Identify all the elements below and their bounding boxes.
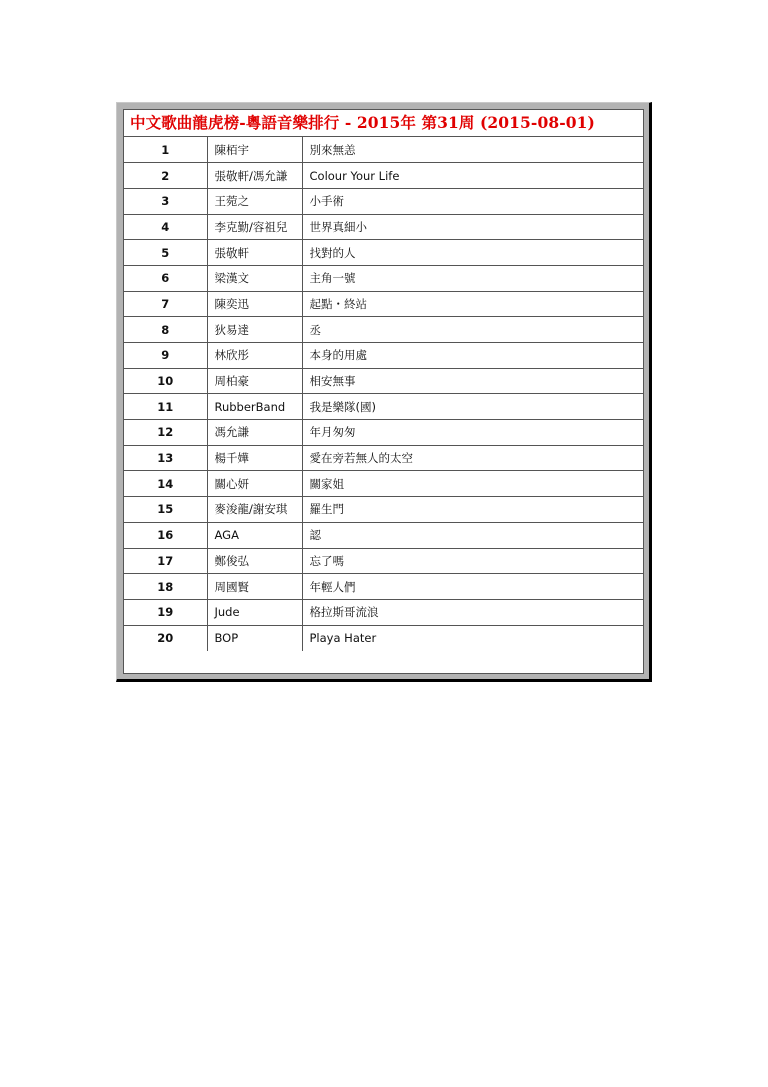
- table-row: [124, 188, 643, 214]
- table-row: [124, 137, 643, 163]
- artist-cell: RubberBand: [207, 394, 302, 420]
- rank-cell: 16: [124, 522, 207, 548]
- song-cell: 愛在旁若無人的太空: [302, 445, 643, 471]
- rank-cell: 18: [124, 574, 207, 600]
- table-row: [124, 445, 643, 471]
- artist-cell: 周柏豪: [207, 368, 302, 394]
- artist-cell: 張敬軒/馮允謙: [207, 163, 302, 189]
- chart-frame: [116, 102, 652, 682]
- rank-cell: 1: [124, 137, 207, 163]
- table-row: [124, 497, 643, 523]
- rank-cell: 17: [124, 548, 207, 574]
- table-row: [124, 548, 643, 574]
- artist-cell: Jude: [207, 599, 302, 625]
- song-cell: 找對的人: [302, 240, 643, 266]
- song-cell: 本身的用處: [302, 343, 643, 369]
- table-row: [124, 574, 643, 600]
- song-cell: 格拉斯哥流浪: [302, 599, 643, 625]
- rank-cell: 5: [124, 240, 207, 266]
- rank-cell: 8: [124, 317, 207, 343]
- artist-cell: 梁漢文: [207, 265, 302, 291]
- rank-cell: 13: [124, 445, 207, 471]
- table-row: [124, 265, 643, 291]
- table-row: [124, 343, 643, 369]
- song-cell: 認: [302, 522, 643, 548]
- artist-cell: BOP: [207, 625, 302, 651]
- table-row: [124, 522, 643, 548]
- artist-cell: 狄易達: [207, 317, 302, 343]
- rank-cell: 2: [124, 163, 207, 189]
- rank-cell: 3: [124, 188, 207, 214]
- artist-cell: AGA: [207, 522, 302, 548]
- song-cell: 世界真細小: [302, 214, 643, 240]
- song-cell: Colour Your Life: [302, 163, 643, 189]
- table-row: [124, 240, 643, 266]
- artist-cell: 陳栢宇: [207, 137, 302, 163]
- artist-cell: 關心妍: [207, 471, 302, 497]
- song-cell: 主角一號: [302, 265, 643, 291]
- rank-cell: 14: [124, 471, 207, 497]
- table-row: [124, 599, 643, 625]
- rank-cell: 20: [124, 625, 207, 651]
- song-cell: 丞: [302, 317, 643, 343]
- rank-cell: 4: [124, 214, 207, 240]
- artist-cell: 李克勤/容祖兒: [207, 214, 302, 240]
- table-row: [124, 368, 643, 394]
- song-cell: Playa Hater: [302, 625, 643, 651]
- ranking-table: [124, 137, 643, 651]
- song-cell: 忘了嗎: [302, 548, 643, 574]
- rank-cell: 12: [124, 420, 207, 446]
- song-cell: 起點・終站: [302, 291, 643, 317]
- song-cell: 年月匆匆: [302, 420, 643, 446]
- artist-cell: 鄭俊弘: [207, 548, 302, 574]
- artist-cell: 林欣彤: [207, 343, 302, 369]
- song-cell: 年輕人們: [302, 574, 643, 600]
- rank-cell: 10: [124, 368, 207, 394]
- chart-panel: [123, 109, 644, 674]
- artist-cell: 馮允謙: [207, 420, 302, 446]
- rank-cell: 7: [124, 291, 207, 317]
- rank-cell: 15: [124, 497, 207, 523]
- artist-cell: 周國賢: [207, 574, 302, 600]
- song-cell: 別來無恙: [302, 137, 643, 163]
- artist-cell: 麥浚龍/謝安琪: [207, 497, 302, 523]
- table-row: [124, 420, 643, 446]
- song-cell: 羅生門: [302, 497, 643, 523]
- rank-cell: 11: [124, 394, 207, 420]
- table-row: [124, 625, 643, 651]
- rank-cell: 9: [124, 343, 207, 369]
- chart-title: 中文歌曲龍虎榜-粵語音樂排行 - 2015年 第31周 (2015-08-01): [124, 110, 643, 137]
- table-row: [124, 214, 643, 240]
- table-row: [124, 163, 643, 189]
- rank-cell: 19: [124, 599, 207, 625]
- song-cell: 關家姐: [302, 471, 643, 497]
- artist-cell: 陳奕迅: [207, 291, 302, 317]
- artist-cell: 王菀之: [207, 188, 302, 214]
- song-cell: 我是樂隊(國): [302, 394, 643, 420]
- table-row: [124, 291, 643, 317]
- table-row: [124, 317, 643, 343]
- song-cell: 小手術: [302, 188, 643, 214]
- table-row: [124, 471, 643, 497]
- artist-cell: 張敬軒: [207, 240, 302, 266]
- song-cell: 相安無事: [302, 368, 643, 394]
- rank-cell: 6: [124, 265, 207, 291]
- table-row: [124, 394, 643, 420]
- artist-cell: 楊千嬅: [207, 445, 302, 471]
